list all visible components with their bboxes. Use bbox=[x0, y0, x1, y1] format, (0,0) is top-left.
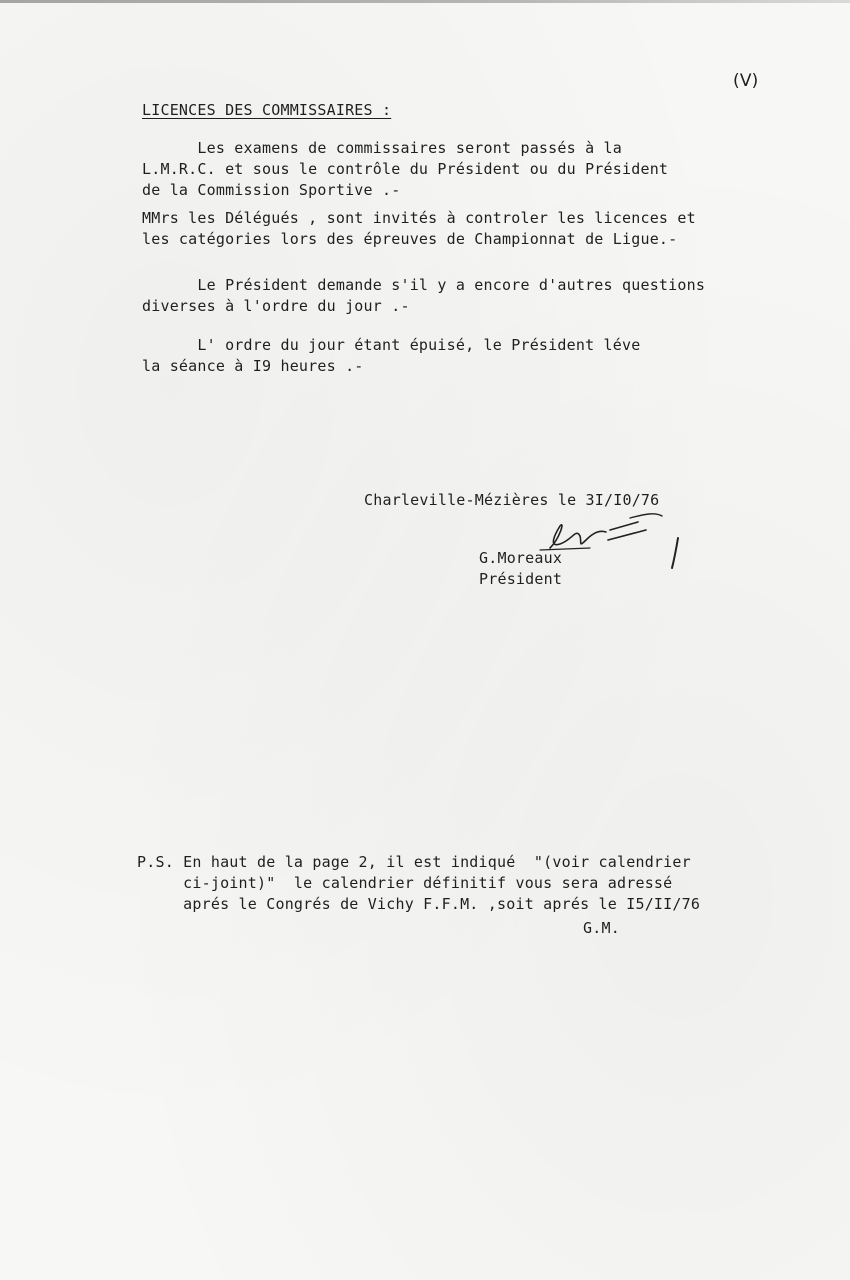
page-marker: (V) bbox=[733, 71, 759, 91]
postscript-line-1: P.S. En haut de la page 2, il est indiqué "(voir calendrier bbox=[137, 853, 691, 871]
paragraph-4-line-1: L' ordre du jour étant épuisé, le Président léve bbox=[142, 336, 641, 354]
top-edge-line bbox=[0, 0, 850, 3]
signer-name: G.Moreaux bbox=[479, 549, 563, 567]
closing-place-date: Charleville-Mézières le 3I/I0/76 bbox=[364, 491, 660, 509]
postscript-line-2: ci-joint)" le calendrier définitif vous sera adressé bbox=[137, 874, 673, 892]
paragraph-1-line-3: de la Commission Sportive .- bbox=[142, 181, 401, 199]
paragraph-3-line-2: diverses à l'ordre du jour .- bbox=[142, 297, 410, 315]
signer-title: Président bbox=[479, 570, 563, 588]
paragraph-3-line-1: Le Président demande s'il y a encore d'autres questions bbox=[142, 276, 706, 294]
postscript-initials: G.M. bbox=[583, 919, 620, 937]
section-title: LICENCES DES COMMISSAIRES : bbox=[142, 101, 392, 119]
paragraph-1-line-2: L.M.R.C. et sous le contrôle du Président ou du Président bbox=[142, 160, 669, 178]
paragraph-1-line-1: Les examens de commissaires seront passés à la bbox=[142, 139, 622, 157]
paragraph-2-line-1: MMrs les Délégués , sont invités à controler les licences et bbox=[142, 209, 696, 227]
paragraph-2-line-2: les catégories lors des épreuves de Championnat de Ligue.- bbox=[142, 230, 678, 248]
paragraph-4-line-2: la séance à I9 heures .- bbox=[142, 357, 364, 375]
postscript-line-3: aprés le Congrés de Vichy F.F.M. ,soit aprés le I5/II/76 bbox=[137, 895, 701, 913]
